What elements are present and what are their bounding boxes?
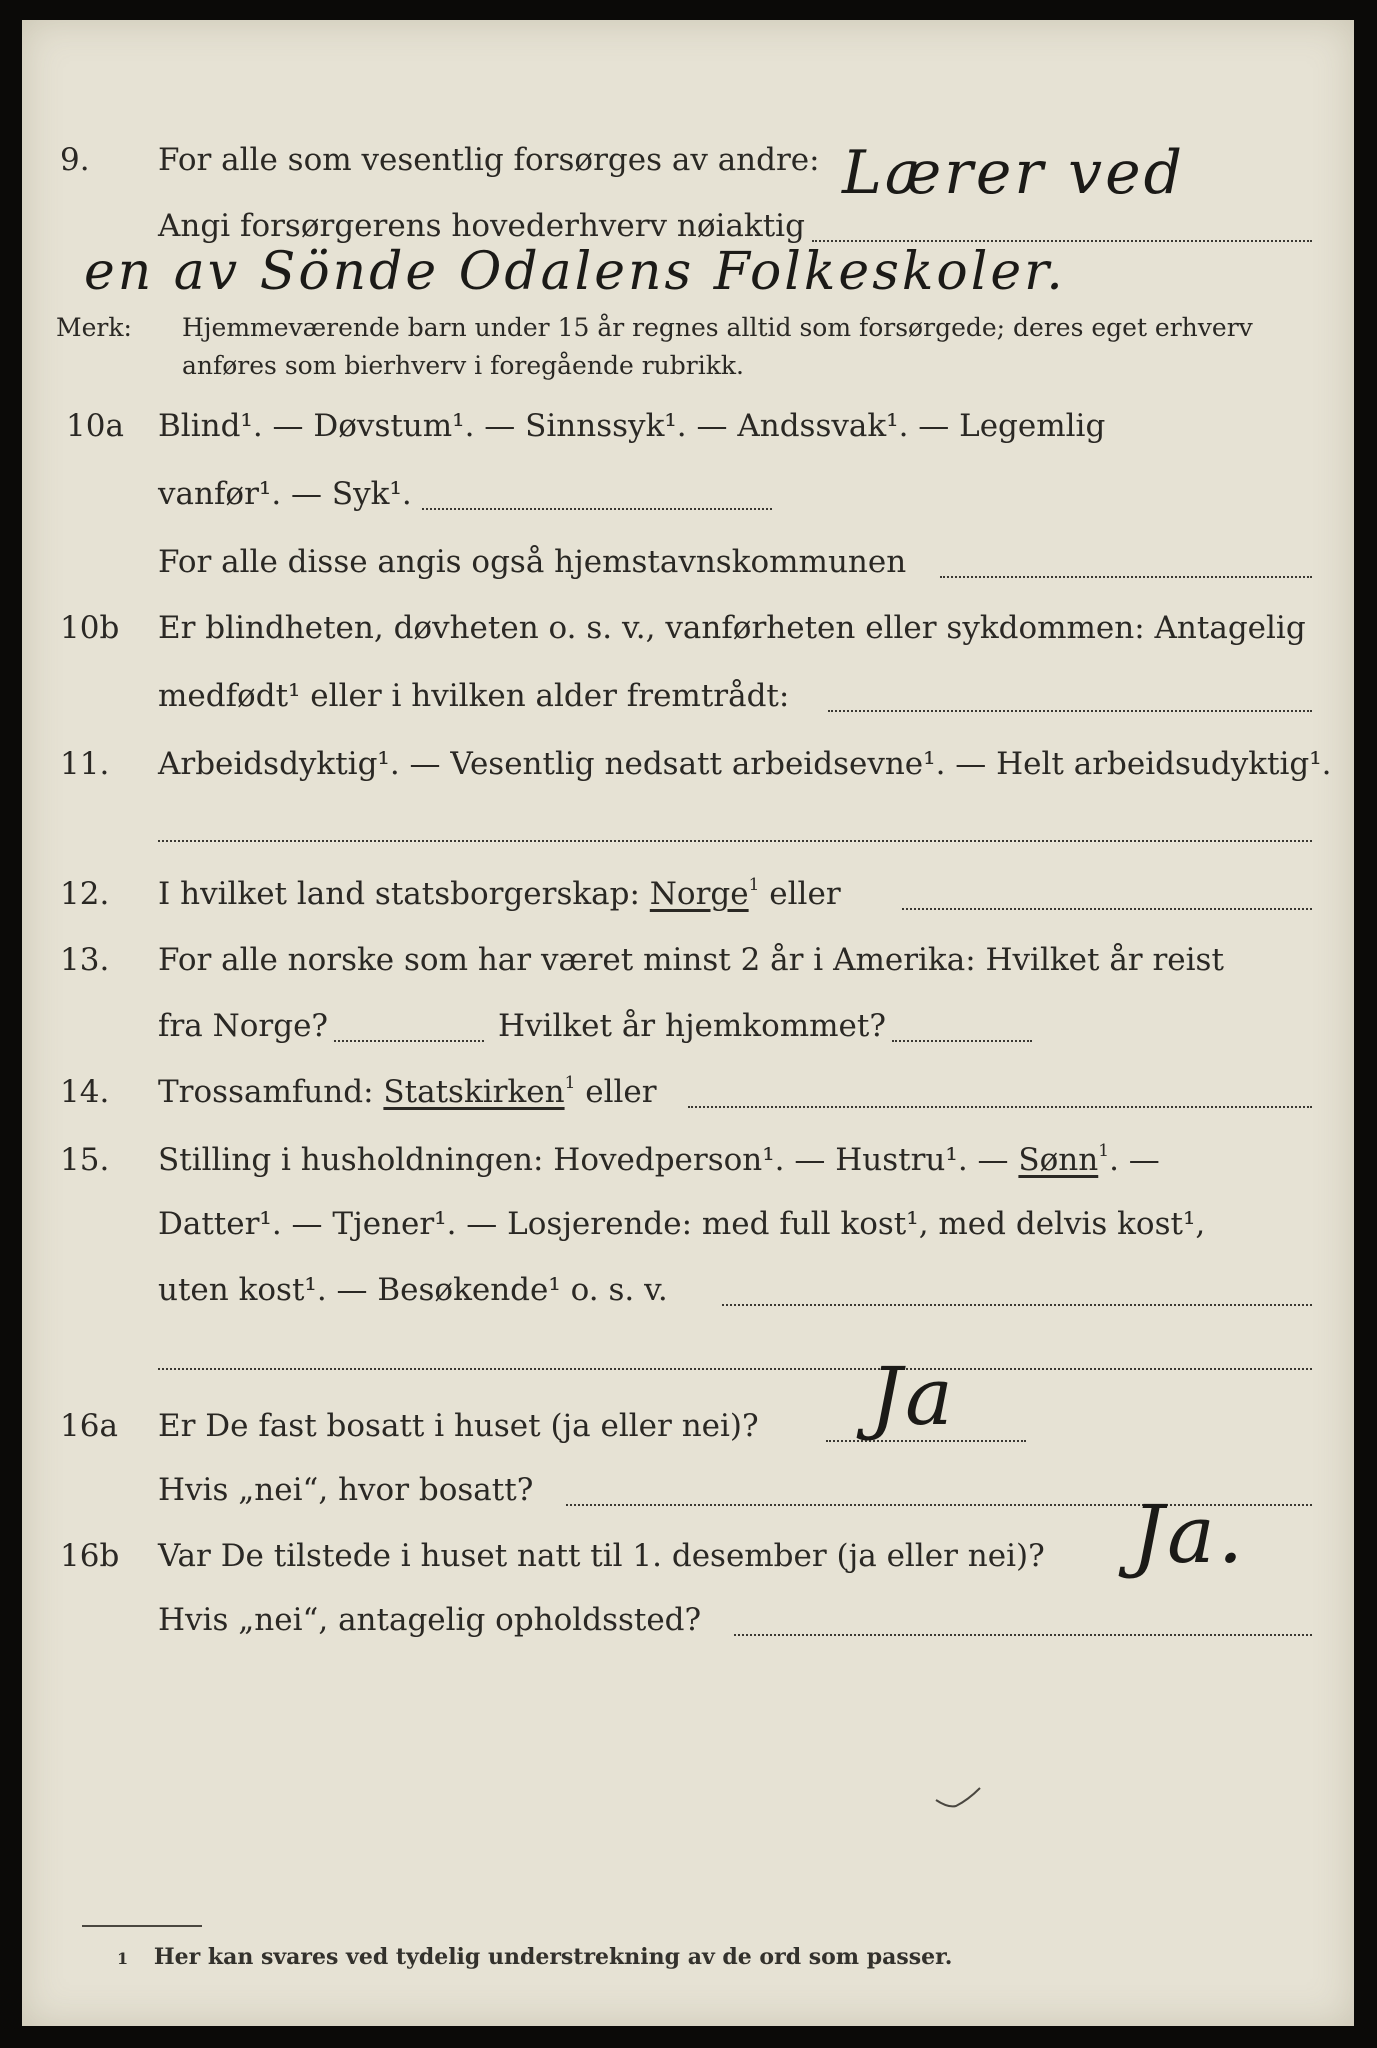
q12-text-post: eller (769, 876, 841, 912)
q11-row-1 (22, 736, 1354, 792)
q15-row-2 (22, 1196, 1354, 1252)
q13-fill-line-2 (892, 1038, 1032, 1042)
q10a-text-1: Blind¹. — Døvstum¹. — Sinnssyk¹. — Andssvak¹. — Legemlig (158, 408, 1106, 444)
pencil-tick-mark (934, 1782, 984, 1812)
q15-text-2: Datter¹. — Tjener¹. — Losjerende: med full kost¹, med delvis kost¹, (158, 1206, 1206, 1242)
q10b-number: 10b (60, 610, 120, 646)
q10b-text-1: Er blindheten, døvheten o. s. v., vanførheten eller sykdommen: Antagelig (158, 610, 1306, 646)
merk-text-2: anføres som bierhverv i foregående rubrikk. (182, 351, 744, 380)
q10b-text-2: medfødt¹ eller i hvilken alder fremtrådt: (158, 678, 790, 714)
q10a-row-2 (22, 466, 1354, 522)
q11-fill-line (158, 838, 1312, 842)
q9-number: 9. (60, 142, 90, 178)
q10b-row-2 (22, 668, 1354, 724)
q10a-number: 10a (66, 408, 124, 444)
q12-text: I hvilket land statsborgerskap: (158, 876, 640, 912)
q16a-text-1: Er De fast bosatt i huset (ja eller nei)? (158, 1408, 759, 1444)
q16a-answer: Ja (870, 1350, 956, 1443)
q16b-answer: Ja. (1132, 1488, 1247, 1581)
q9-text-2: Angi forsørgerens hovederhverv nøiaktig (158, 208, 805, 244)
q12-number: 12. (60, 876, 110, 912)
q9-answer-part1: Lærer ved (842, 138, 1185, 208)
merk-label: Merk: (56, 313, 132, 342)
merk-row-1 (22, 308, 1354, 348)
q15-underlined-answer: Sønn (1018, 1142, 1099, 1178)
q14-underlined-answer: Statskirken (383, 1074, 565, 1110)
merk-text-1: Hjemmeværende barn under 15 år regnes alltid som forsørgede; deres eget erhverv (182, 313, 1253, 342)
q13-row-1 (22, 932, 1354, 988)
q16b-text-1: Var De tilstede i huset natt til 1. desember (ja eller nei)? (158, 1538, 1045, 1574)
q10a-row-3 (22, 534, 1354, 590)
q12-underlined-answer: Norge (649, 876, 749, 912)
q9-answer-part2: en av Sönde Odalens Folkeskoler. (84, 242, 1066, 302)
q16b-fill-line (734, 1632, 1312, 1636)
q15-row-4 (22, 1326, 1354, 1382)
footnote-marker: 1 (117, 1949, 129, 1968)
q11-number: 11. (60, 746, 110, 782)
q15-text-1-post: . — (1109, 1142, 1160, 1178)
q13-text-2b: Hvilket år hjemkommet? (498, 1008, 886, 1044)
q15-text-3: uten kost¹. — Besøkende¹ o. s. v. (158, 1272, 668, 1308)
q10b-row-1 (22, 600, 1354, 656)
q10a-fill-line-1 (422, 506, 772, 510)
footnote-rule (82, 1925, 202, 1927)
q13-row-2 (22, 998, 1354, 1054)
q10a-fill-line-2 (940, 574, 1312, 578)
q15-row-1: 15. Stilling i husholdningen: Hovedperson¹. — Hustru¹. — Sønn$^1$. — (22, 1132, 1354, 1188)
q13-text-1: For alle norske som har været minst 2 år i Amerika: Hvilket år reist (158, 942, 1224, 978)
footnote-text: Her kan svares ved tydelig understrekning av de ord som passer. (153, 1944, 953, 1970)
q10a-row-1 (22, 398, 1354, 454)
q16a-row-1 (22, 1398, 1354, 1454)
q14-text-post: eller (585, 1074, 657, 1110)
q10a-text-3: For alle disse angis også hjemstavnskommunen (158, 544, 907, 580)
q13-text-2a: fra Norge? (158, 1008, 329, 1044)
footnote (117, 1944, 952, 1970)
q12-row: 12. I hvilket land statsborgerskap: Norge$^1$ eller (22, 866, 1354, 922)
q16b-row-2 (22, 1592, 1354, 1648)
q16a-number: 16a (60, 1408, 118, 1444)
merk-row-2 (22, 346, 1354, 386)
q16b-text-2: Hvis „nei“, antagelig opholdssted? (158, 1602, 702, 1638)
q14-text: Trossamfund: (158, 1074, 374, 1110)
q15-row-3 (22, 1262, 1354, 1318)
q9-text-1: For alle som vesentlig forsørges av andre: (158, 142, 820, 178)
q14-number: 14. (60, 1074, 110, 1110)
q14-fill-line (688, 1104, 1312, 1108)
q16b-number: 16b (60, 1538, 120, 1574)
q15-fill-line-1 (722, 1302, 1312, 1306)
q10a-text-2: vanfør¹. — Syk¹. (158, 476, 412, 512)
q14-row: 14. Trossamfund: Statskirken$^1$ eller (22, 1064, 1354, 1120)
q15-fill-line-2 (158, 1366, 1312, 1370)
form-page (22, 20, 1354, 2026)
q11-text-1: Arbeidsdyktig¹. — Vesentlig nedsatt arbeidsevne¹. — Helt arbeidsudyktig¹. (158, 746, 1332, 782)
q15-number: 15. (60, 1142, 110, 1178)
q16a-text-2: Hvis „nei“, hvor bosatt? (158, 1472, 534, 1508)
q13-fill-line-1 (334, 1038, 484, 1042)
q13-number: 13. (60, 942, 110, 978)
q11-row-2 (22, 798, 1354, 854)
q10b-fill-line (828, 708, 1312, 712)
q15-text-1: Stilling i husholdningen: Hovedperson¹. — Hustru¹. — (158, 1142, 1009, 1178)
q12-fill-line (902, 906, 1312, 910)
